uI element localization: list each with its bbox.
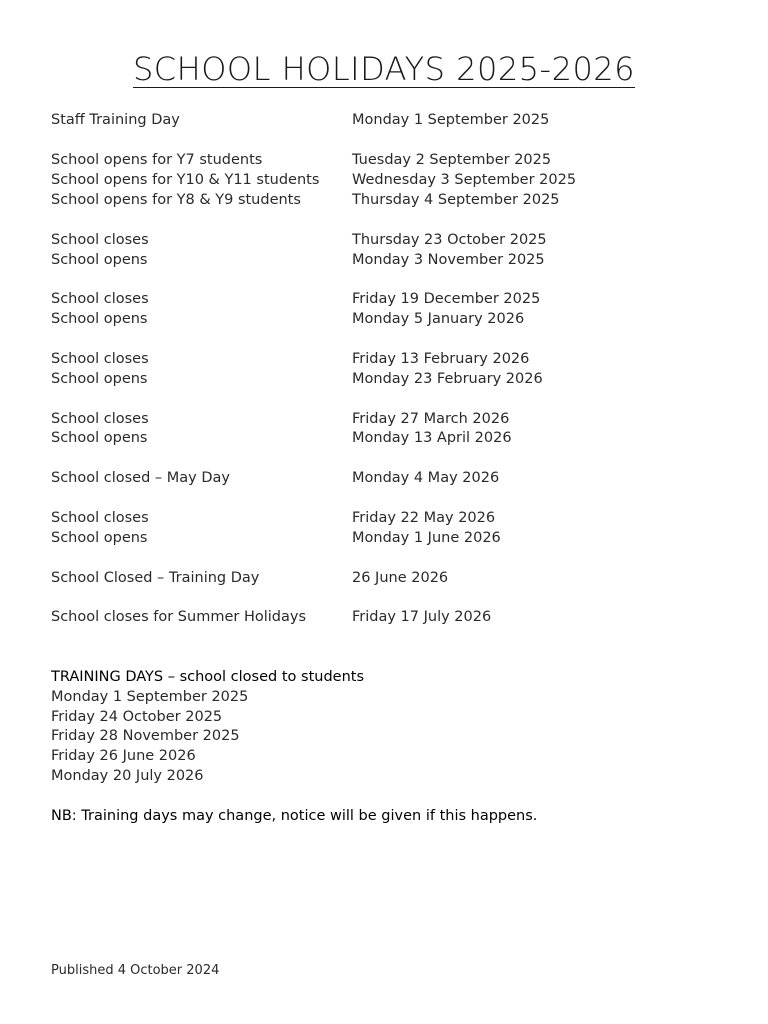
- schedule-date: Friday 17 July 2026: [352, 609, 492, 625]
- schedule-event: School closes: [51, 232, 149, 248]
- schedule-event: School opens for Y10 & Y11 students: [51, 172, 320, 188]
- schedule-date: Monday 13 April 2026: [352, 430, 512, 446]
- schedule-row: [51, 190, 731, 210]
- schedule-event: School closes for Summer Holidays: [51, 609, 306, 625]
- schedule-row: [51, 528, 731, 548]
- schedule-event: School opens for Y8 & Y9 students: [51, 192, 301, 208]
- schedule-row: [51, 369, 731, 389]
- schedule-event: School opens: [51, 311, 148, 327]
- schedule-row: [51, 110, 731, 130]
- schedule-date: Monday 1 September 2025: [352, 112, 550, 128]
- schedule-event: School opens: [51, 371, 148, 387]
- schedule-date: Friday 19 December 2025: [352, 291, 541, 307]
- published-date: Published 4 October 2024: [51, 963, 220, 978]
- schedule-event: School opens for Y7 students: [51, 152, 263, 168]
- training-day: Friday 28 November 2025: [51, 728, 240, 744]
- page-title: [0, 50, 768, 88]
- schedule-date: Friday 27 March 2026: [352, 411, 510, 427]
- schedule-row: [51, 250, 731, 270]
- schedule-row: [51, 230, 731, 250]
- schedule-row: [51, 409, 731, 429]
- schedule-event: School closes: [51, 291, 149, 307]
- schedule-event: School opens: [51, 430, 148, 446]
- schedule-date: Tuesday 2 September 2025: [352, 152, 552, 168]
- schedule-row: [51, 607, 731, 627]
- schedule-date: 26 June 2026: [352, 570, 449, 586]
- schedule-row: [51, 508, 731, 528]
- schedule-event: School closes: [51, 411, 149, 427]
- schedule-date: Thursday 4 September 2025: [352, 192, 560, 208]
- schedule-row: [51, 170, 731, 190]
- training-days-note: NB: Training days may change, notice will be given if this happens.: [51, 808, 538, 824]
- schedule-event: School closes: [51, 510, 149, 526]
- schedule-date: Wednesday 3 September 2025: [352, 172, 577, 188]
- schedule-date: Monday 5 January 2026: [352, 311, 525, 327]
- schedule-event: School closes: [51, 351, 149, 367]
- page-title-text: SCHOOL HOLIDAYS 2025-2026: [132, 50, 636, 88]
- schedule-date: Monday 4 May 2026: [352, 470, 500, 486]
- schedule-event: School Closed – Training Day: [51, 570, 260, 586]
- schedule-row: [51, 428, 731, 448]
- training-day: Monday 20 July 2026: [51, 768, 204, 784]
- schedule-row: [51, 568, 731, 588]
- schedule-event: School opens: [51, 530, 148, 546]
- schedule-row: [51, 468, 731, 488]
- schedule-date: Monday 3 November 2025: [352, 252, 545, 268]
- training-day: Friday 26 June 2026: [51, 748, 196, 764]
- schedule-row: [51, 289, 731, 309]
- schedule-date: Monday 1 June 2026: [352, 530, 501, 546]
- schedule-date: Monday 23 February 2026: [352, 371, 543, 387]
- training-day: Friday 24 October 2025: [51, 709, 223, 725]
- training-day: Monday 1 September 2025: [51, 689, 249, 705]
- schedule-event: School opens: [51, 252, 148, 268]
- schedule-event: Staff Training Day: [51, 112, 180, 128]
- schedule-date: Friday 13 February 2026: [352, 351, 530, 367]
- schedule-date: Thursday 23 October 2025: [352, 232, 547, 248]
- schedule-row: [51, 150, 731, 170]
- training-days-heading: TRAINING DAYS – school closed to students: [51, 669, 364, 685]
- schedule-row: [51, 349, 731, 369]
- schedule-row: [51, 309, 731, 329]
- schedule-event: School closed – May Day: [51, 470, 230, 486]
- schedule-date: Friday 22 May 2026: [352, 510, 496, 526]
